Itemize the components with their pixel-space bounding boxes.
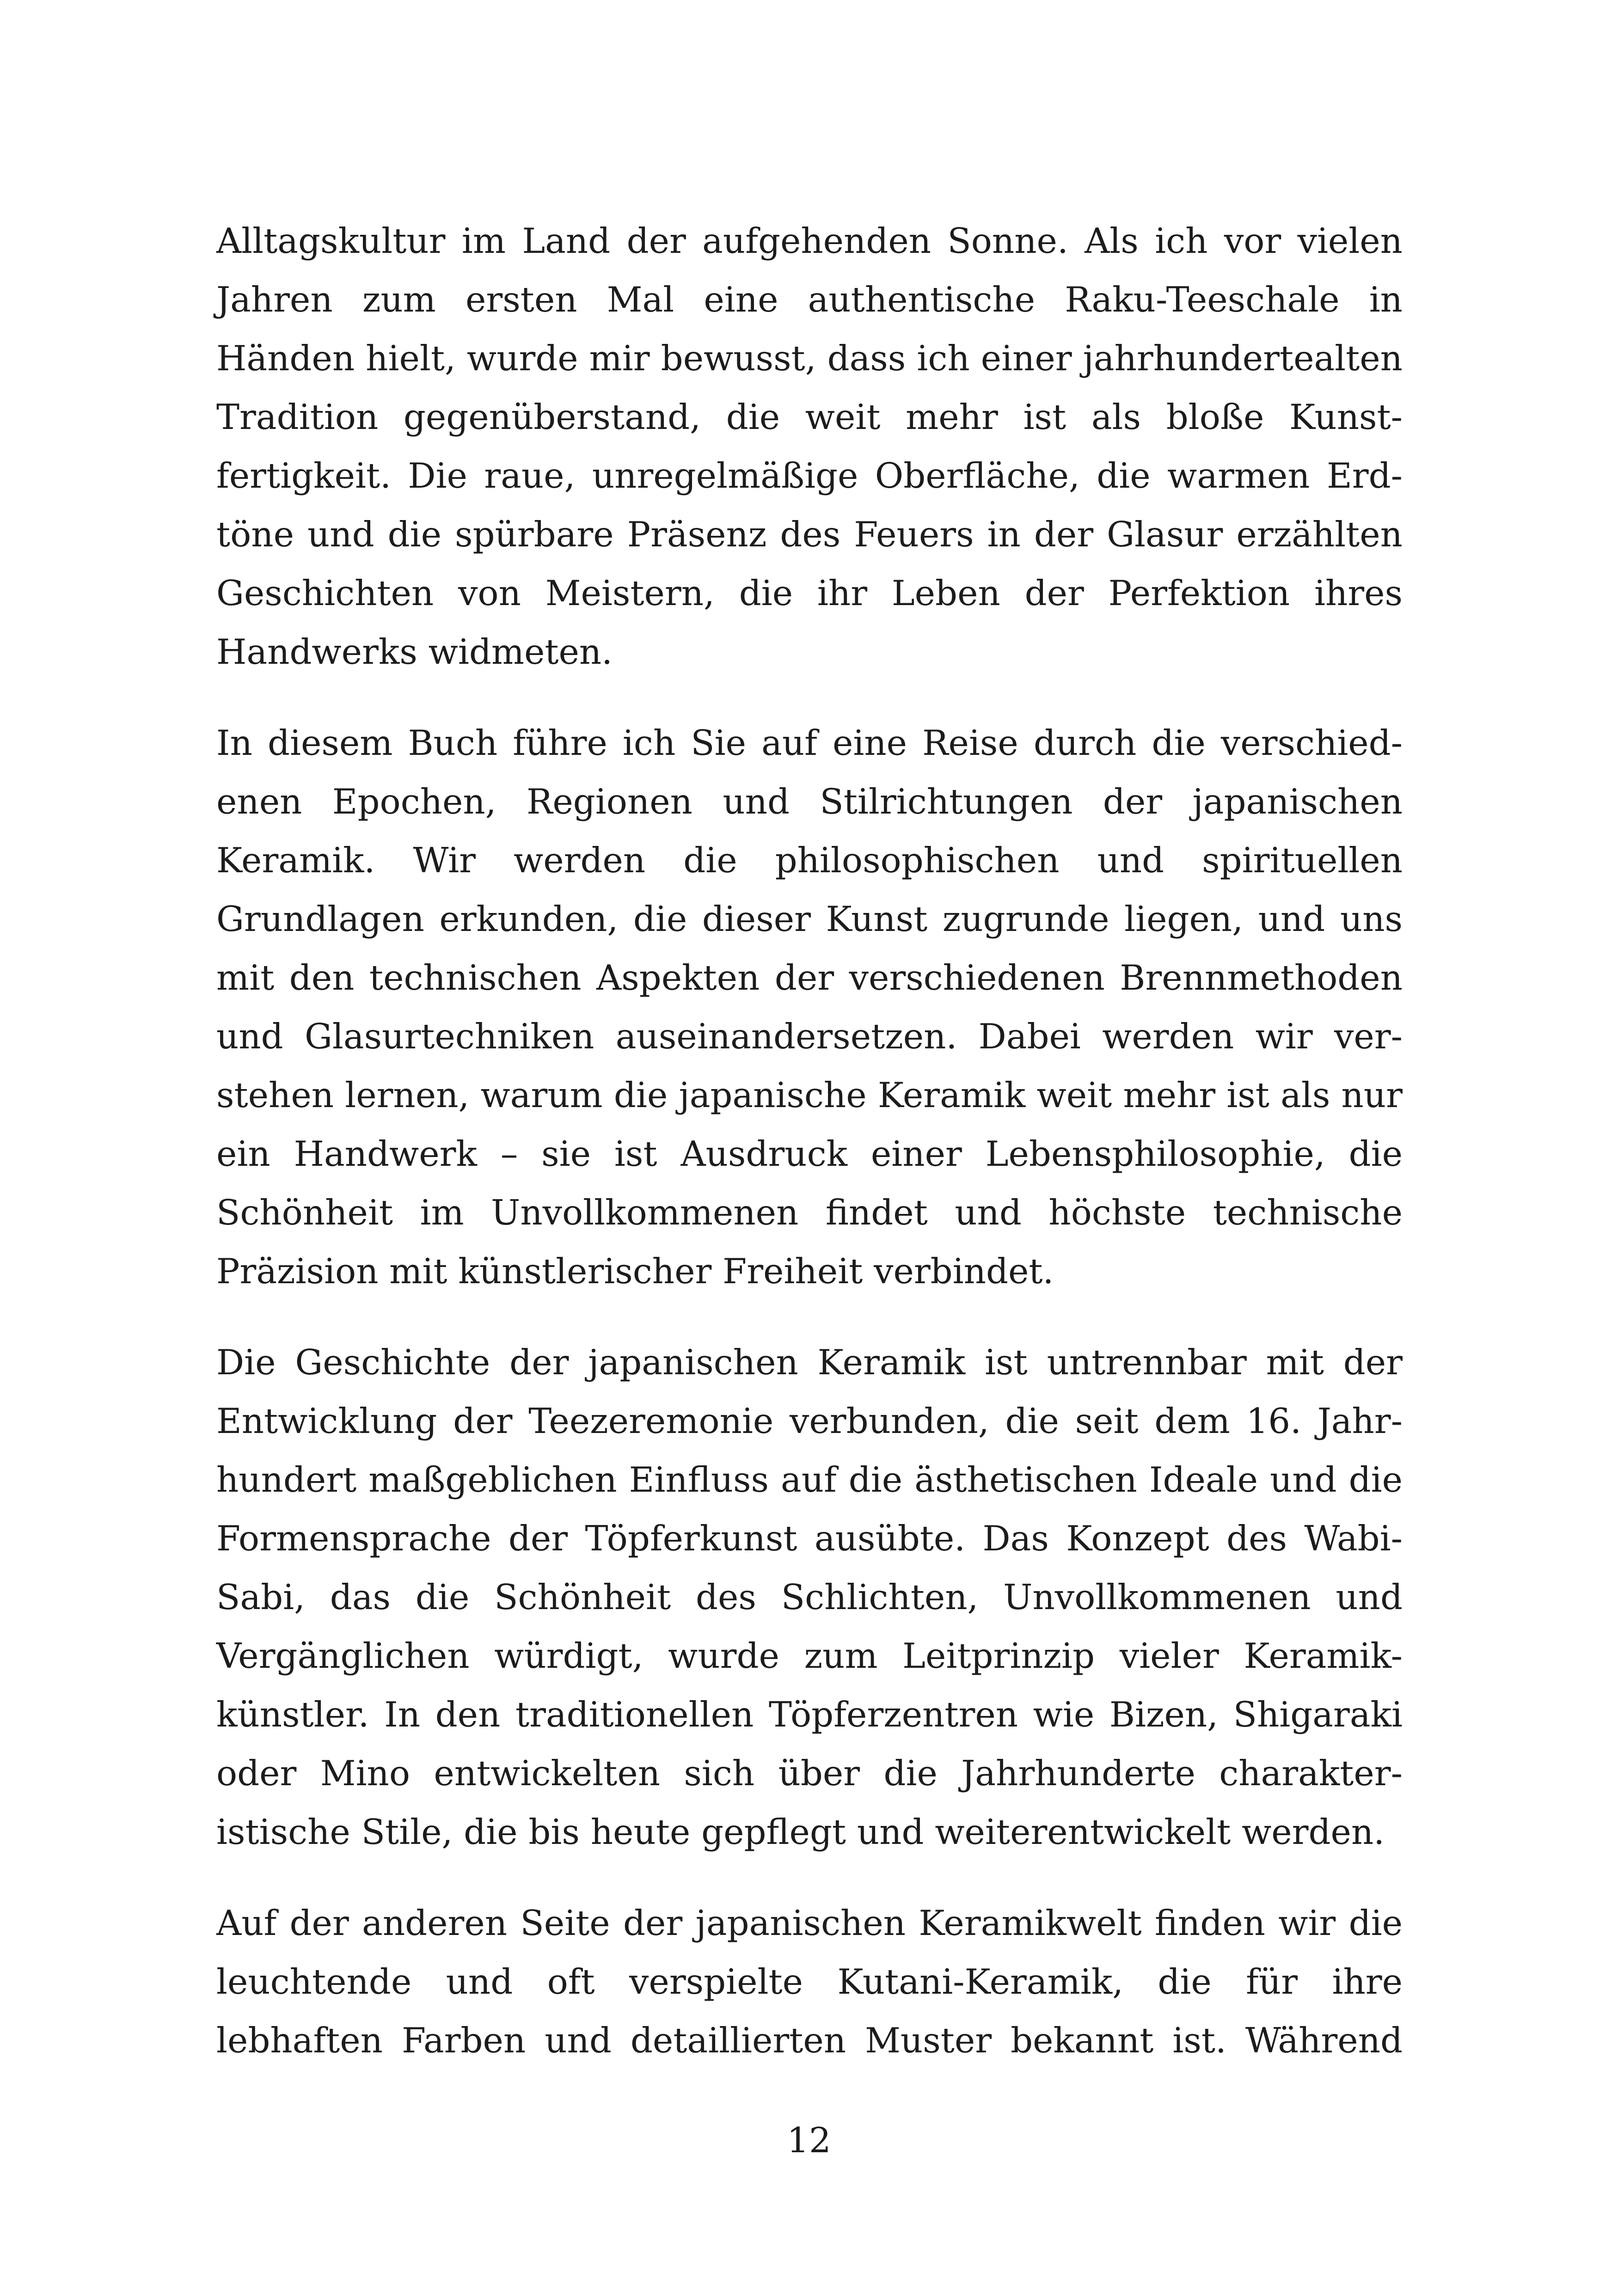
text-line: Formensprache der Töpferkunst ausübte. Das Konzept des Wabi- — [216, 1518, 1403, 1559]
body-text — [216, 212, 1403, 2070]
text-line: stehen lernen, warum die japanische Keramik weit mehr ist als nur — [216, 1075, 1403, 1115]
text-line: Präzision mit künstlerischer Freiheit verbindet. — [216, 1251, 1054, 1292]
text-line: fertigkeit. Die raue, unregelmäßige Oberfläche, die warmen Erd- — [216, 455, 1403, 496]
text-line: Schönheit im Unvollkommenen findet und höchste technische — [216, 1192, 1403, 1233]
text-line: Handwerks widmeten. — [216, 631, 613, 672]
text-line: Tradition gegenüberstand, die weit mehr ist als bloße Kunst- — [216, 397, 1403, 437]
paragraph-4 — [216, 1894, 1403, 2070]
paragraph-1 — [216, 212, 1403, 681]
text-line: lebhaften Farben und detaillierten Muster bekannt ist. Während — [216, 2020, 1403, 2061]
text-line: oder Mino entwickelten sich über die Jahrhunderte charakter- — [216, 1753, 1403, 1794]
text-line: Keramik. Wir werden die philosophischen und spirituellen — [216, 840, 1403, 881]
text-line: Auf der anderen Seite der japanischen Keramikwelt finden wir die — [216, 1903, 1403, 1943]
text-line: leuchtende und oft verspielte Kutani-Keramik, die für ihre — [216, 1961, 1403, 2002]
text-line: Alltagskultur im Land der aufgehenden Sonne. Als ich vor vielen — [216, 220, 1403, 261]
text-line: mit den technischen Aspekten der verschiedenen Brennmethoden — [216, 957, 1403, 998]
text-line: istische Stile, die bis heute gepflegt und weiterentwickelt werden. — [216, 1812, 1385, 1852]
text-line: Geschichten von Meistern, die ihr Leben der Perfektion ihres — [216, 573, 1403, 613]
text-line: Entwicklung der Teezeremonie verbunden, die seit dem 16. Jahr- — [216, 1401, 1403, 1441]
text-line: Vergänglichen würdigt, wurde zum Leitprinzip vieler Keramik- — [216, 1635, 1403, 1676]
text-line: enen Epochen, Regionen und Stilrichtungen der japanischen — [216, 781, 1403, 822]
text-line: Sabi, das die Schönheit des Schlichten, Unvollkommenen und — [216, 1577, 1403, 1617]
text-line: Grundlagen erkunden, die dieser Kunst zugrunde liegen, und uns — [216, 899, 1403, 939]
text-line: und Glasurtechniken auseinandersetzen. Dabei werden wir ver- — [216, 1016, 1403, 1057]
text-line: hundert maßgeblichen Einfluss auf die ästhetischen Ideale und die — [216, 1459, 1403, 1500]
paragraph-3 — [216, 1333, 1403, 1861]
text-line: Händen hielt, wurde mir bewusst, dass ich einer jahrhundertealten — [216, 338, 1403, 379]
text-line: töne und die spürbare Präsenz des Feuers in der Glasur erzählten — [216, 514, 1403, 555]
text-line: Die Geschichte der japanischen Keramik ist untrennbar mit der — [216, 1342, 1403, 1383]
page-number: 12 — [787, 2120, 831, 2161]
text-line: künstler. In den traditionellen Töpferzentren wie Bizen, Shigaraki — [216, 1694, 1403, 1735]
text-line: Jahren zum ersten Mal eine authentische Raku-Teeschale in — [216, 279, 1403, 320]
text-line: In diesem Buch führe ich Sie auf eine Reise durch die verschied- — [216, 722, 1403, 763]
paragraph-2 — [216, 714, 1403, 1301]
text-line: ein Handwerk – sie ist Ausdruck einer Lebensphilosophie, die — [216, 1133, 1403, 1174]
